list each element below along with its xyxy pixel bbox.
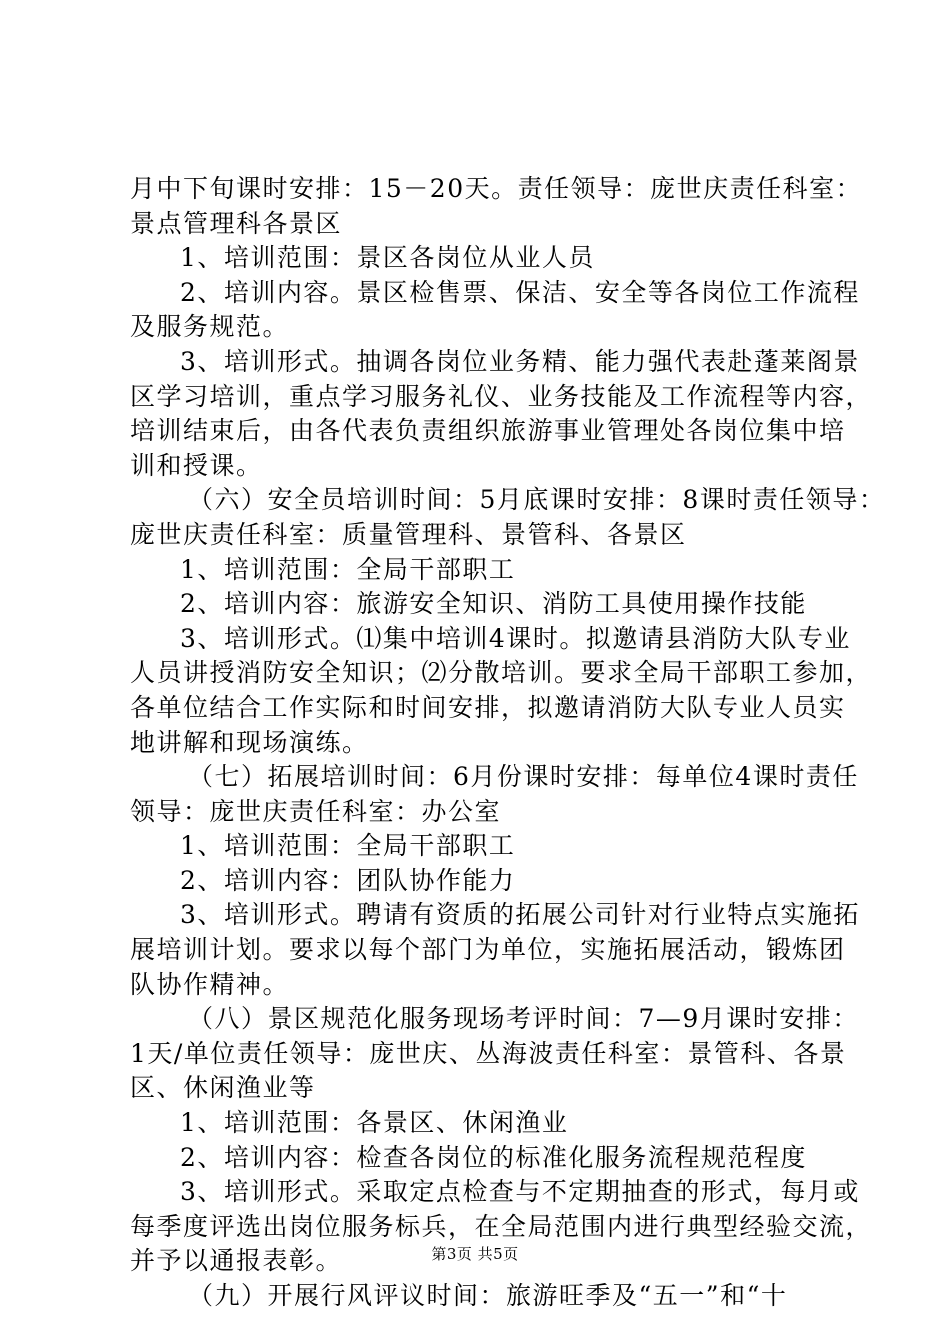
- document-body: [130, 172, 886, 1314]
- text-line: 2、培训内容：团队协作能力: [180, 865, 516, 895]
- text-line: 训和授课。: [130, 450, 263, 480]
- text-line: （九）开展行风评议时间：旅游旺季及“五一”和“十: [188, 1281, 788, 1310]
- text-line: 展培训计划。要求以每个部门为单位，实施拓展活动，锻炼团: [130, 935, 846, 965]
- text-line: 并予以通报表彰。: [130, 1246, 343, 1276]
- text-line: 3、培训形式。聘请有资质的拓展公司针对行业特点实施拓: [180, 900, 860, 930]
- text-line: 2、培训内容。景区检售票、保洁、安全等各岗位工作流程: [180, 277, 860, 307]
- text-line: 人员讲授消防安全知识；⑵分散培训。要求全局干部职工参加，: [130, 658, 873, 688]
- text-line: 领导：庞世庆责任科室：办公室: [130, 796, 502, 826]
- text-line: 及服务规范。: [130, 312, 290, 342]
- text-line: 每季度评选出岗位服务标兵，在全局范围内进行典型经验交流，: [130, 1211, 873, 1241]
- text-line: 1、培训范围：全局干部职工: [180, 831, 516, 861]
- text-line: 1天/单位责任领导：庞世庆、丛海波责任科室：景管科、各景: [130, 1038, 847, 1068]
- text-line: 月中下旬课时安排：15－20天。责任领导：庞世庆责任科室：: [130, 174, 863, 203]
- text-line: 区学习培训，重点学习服务礼仪、业务技能及工作流程等内容，: [130, 381, 873, 411]
- text-line: 各单位结合工作实际和时间安排，拟邀请消防大队专业人员实: [130, 692, 846, 722]
- text-line: 队协作精神。: [130, 969, 290, 999]
- text-line: 1、培训范围：景区各岗位从业人员: [180, 243, 595, 273]
- text-line: 庞世庆责任科室：质量管理科、景管科、各景区: [130, 519, 687, 549]
- text-line: 2、培训内容：旅游安全知识、消防工具使用操作技能: [180, 589, 807, 619]
- text-line: （六）安全员培训时间：5月底课时安排：8课时责任领导：: [188, 485, 886, 515]
- text-line: 3、培训形式。采取定点检查与不定期抽查的形式，每月或: [180, 1177, 860, 1207]
- text-line: 2、培训内容：检查各岗位的标准化服务流程规范程度: [180, 1142, 807, 1172]
- text-line: 培训结束后，由各代表负责组织旅游事业管理处各岗位集中培: [130, 416, 846, 446]
- text-line: 1、培训范围：全局干部职工: [180, 554, 516, 584]
- text-line: 区、休闲渔业等: [130, 1073, 316, 1103]
- text-line: （七）拓展培训时间：6月份课时安排：每单位4课时责任: [188, 762, 859, 792]
- page-footer: 第3页 共5页: [431, 1245, 519, 1263]
- text-line: 1、培训范围：各景区、休闲渔业: [180, 1108, 569, 1138]
- text-line: 景点管理科各景区: [130, 208, 343, 238]
- text-line: （八）景区规范化服务现场考评时间：7—9月课时安排：: [188, 1004, 859, 1034]
- text-line: 3、培训形式。⑴集中培训4课时。拟邀请县消防大队专业: [180, 623, 851, 653]
- text-line: 3、培训形式。抽调各岗位业务精、能力强代表赴蓬莱阁景: [180, 346, 860, 376]
- text-line: 地讲解和现场演练。: [130, 727, 369, 757]
